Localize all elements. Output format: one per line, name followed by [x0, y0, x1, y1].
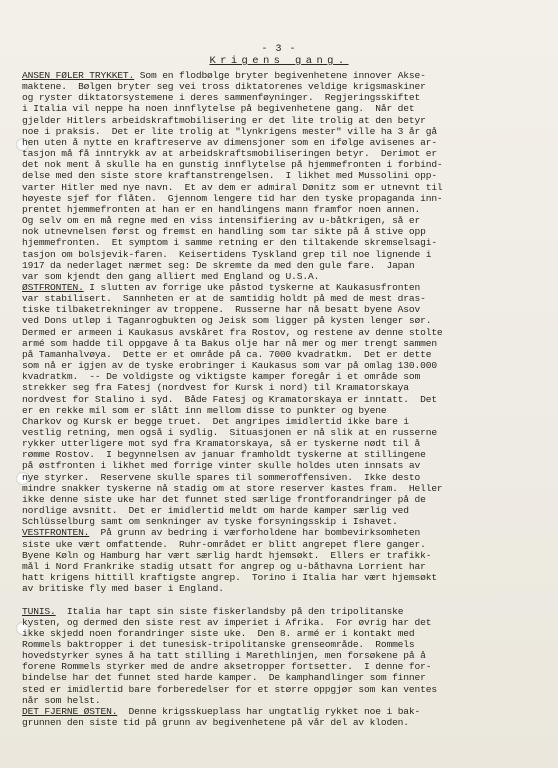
text-line [22, 572, 540, 583]
line-text: armé som hadde til oppgave å ta Bakus olje har nå mer og mer trengt sammen [22, 337, 437, 349]
line-text: varter Hitler med nye navn. Et av dem er admiral Dønitz som er utnevnt til [22, 181, 443, 193]
text-line [22, 650, 540, 661]
line-text: maktene. Bølgen bryter seg vei tross diktatorenes veldige krigsmaskiner [22, 81, 426, 93]
section-heading: ANSEN FØLER TRYKKET. [22, 70, 135, 81]
text-line [22, 483, 540, 494]
section-first-line [22, 606, 540, 617]
text-line [22, 460, 540, 471]
page-number: - 3 - [261, 44, 297, 55]
section-first-line [22, 706, 540, 717]
text-line [22, 137, 540, 148]
line-text: i Italia vil neppe ha noen innflytelse på begivenhetene gang. Når det [22, 103, 415, 115]
line-text: delse med den siste store kraftanstrengelsen. I likhet med Mussolini opp- [22, 170, 437, 182]
section-heading: VESTFRONTEN. [22, 527, 90, 539]
text-line [22, 293, 540, 304]
line-text: Byene Køln og Hamburg har vært særlig hardt hjemsøkt. Ellers er trafikk- [22, 549, 432, 561]
text-line [22, 684, 540, 695]
line-text: siste uke vært omfattende. Ruhr-området er blitt angrepet flere ganger. [22, 538, 426, 550]
text-line [22, 427, 540, 438]
line-text: nok utnevnelsen først og fremst en handling som tar sikte på å stive opp [22, 226, 426, 238]
text-line [22, 449, 540, 460]
text-line [22, 271, 540, 282]
text-line [22, 237, 540, 248]
line-text: hjemmefronten. Et symptom i samme retning er den tiltakende skremselsagi- [22, 237, 437, 249]
text-line [22, 159, 540, 170]
text-line [22, 182, 540, 193]
text-line [22, 550, 540, 561]
line-text: I slutten av forrige uke påstod tyskerne at Kaukasusfronten [83, 281, 421, 293]
line-text: tasjon må få inntrykk av at arbeidskraftsmobiliseringen betyr. Derimot er [22, 148, 437, 160]
text-line [22, 661, 540, 672]
text-line [22, 583, 540, 594]
line-text: Italia har tapt sin siste fiskerlandsby på den tripolitanske [55, 605, 404, 617]
text-line [22, 148, 540, 159]
text-line [22, 717, 540, 728]
text-line [22, 472, 540, 483]
section-first-line [22, 527, 540, 538]
text-line [22, 92, 540, 103]
line-text: kysten, og dermed den siste rest av imperiet i Afrika. For øvrig har det [22, 616, 432, 628]
text-line [22, 115, 540, 126]
line-text: som nå er igjen av de tyske erobringer i Kaukasus som var på omlag 130.000 [22, 360, 437, 372]
text-line [22, 304, 540, 315]
section-heading: TUNIS. [22, 605, 56, 617]
text-line [22, 126, 540, 137]
line-text: var stabilisert. Sannheten er at de samtidig holdt på med de mest dras- [22, 293, 426, 305]
line-text: hatt krigens hittill kraftigste angrep. Torino i Italia har vært hjemsøkt [22, 572, 437, 584]
text-line [22, 539, 540, 550]
line-text: forene Rommels styrker med de andre aksetropper fortsetter. I denne for- [22, 661, 432, 673]
section-first-line [22, 70, 540, 81]
text-line [22, 226, 540, 237]
text-line [22, 327, 540, 338]
line-text: på østfronten i likhet med forrige vinter skulle holdes uten innsats av [22, 460, 421, 472]
line-text: På grunn av bedring i værforholdene har bombevirksomheten [89, 527, 421, 539]
line-text: rømme Rostov. I begynnelsen av januar framholdt tyskerne at stillingene [22, 449, 426, 461]
text-line [22, 204, 540, 215]
text-line [22, 193, 540, 204]
line-text: strekker seg fra Fatesj (nordvest for Kursk i nord) til Kramatorskaya [22, 382, 409, 394]
line-text: på Tamanhalvøya. Dette er et område på ca. 7000 kvadratkm. Det er dette [22, 348, 432, 360]
line-text: var som kjendt den gang alliert med England og U.S.A. [22, 270, 320, 282]
line-text: sted er imidlertid bare forberedelser for et større oppgjør som kan ventes [22, 683, 437, 695]
page-title: Krigens gang. [209, 55, 349, 67]
text-line [22, 628, 540, 639]
text-line [22, 516, 540, 527]
text-line [22, 594, 540, 605]
text-line [22, 405, 540, 416]
line-text: ikke denne siste uke har det funnet sted særlige frontforandringer på de [22, 493, 426, 505]
section-heading: DET FJERNE ØSTEN. [22, 705, 118, 717]
line-text: Og selv om en må regne med en viss intensifiering av u-båtkrigen, så er [22, 215, 421, 227]
text-line [22, 260, 540, 271]
line-text: ved Dons utløp i Taganrogbukten og Jeisk som ligger på kysten lenger sør. [22, 315, 432, 327]
line-text: noe i praksis. Det er lite trolig at "lynkrigens mester" ville ha 3 år gå [22, 125, 437, 137]
line-text: tasjon om bolsjevik-faren. Keisertidens Tyskland grep til noe lignende i [22, 248, 432, 260]
text-line [22, 81, 540, 92]
text-line [22, 394, 540, 405]
line-text: grunnen den siste tid på grunn av begivenhetene på vår del av kloden. [22, 717, 409, 729]
text-line [22, 561, 540, 572]
line-text: hovedstyrker synes å ha tatt stilling i Marethlinjen, men forsøkene på å [22, 650, 426, 662]
line-text: Charkov og Kursk er begge truet. Det angripes imidlertid ikke bare i [22, 415, 409, 427]
text-line [22, 360, 540, 371]
text-line [22, 382, 540, 393]
text-line [22, 315, 540, 326]
line-text: rykker utterligere mot syd fra Kramatorskaya, så er tyskerne nødt til å [22, 438, 421, 450]
text-line [22, 617, 540, 628]
text-line [22, 438, 540, 449]
section-heading: ØSTFRONTEN. [22, 281, 84, 293]
line-text: det nok ment å skulle ha en gunstig innflytelse på hjemmefronten i forbind- [22, 159, 443, 171]
text-line [22, 103, 540, 114]
text-line [22, 672, 540, 683]
text-line [22, 505, 540, 516]
line-text: Dermed er armeen i Kaukasus avskåret fra Rostov, og restene av denne stolte [22, 326, 443, 338]
text-line [22, 416, 540, 427]
line-text: gjelder Hitlers arbeidskraftmobilisering er det lite trolig at den betyr [22, 114, 426, 126]
line-text: Denne krigsskueplass har ungtatlig rykket noe i bak- [117, 705, 421, 717]
line-text: mindre snakker tyskerne nå stadig om at store reserver kastes fram. Heller [22, 482, 443, 494]
line-text: Som en flodbølge bryter begivenhetene innover Akse- [134, 70, 426, 81]
line-text: nye styrker. Reservene skulle spares til sommeroffensiven. Ikke desto [22, 471, 421, 483]
line-text: Rommels baktropper i det tunesisk-tripolitanske grenseområde. Rommels [22, 638, 415, 650]
line-text: prentet hjemmefronten at han er en handlingens mann framfor noen annen. [22, 203, 421, 215]
line-text: vestlig retning, men også i sydlig. Situasjonen er nå slik at en russerne [22, 427, 437, 438]
line-text: er en rekke mil som er slått inn mellom disse to punkter og byene [22, 404, 387, 416]
line-text: og ryster diktatorsystemene i deres sammenføyninger. Regjeringsskiftet [22, 92, 421, 104]
text-line [22, 338, 540, 349]
line-text: tiske tilbaketrekninger av troppene. Russerne har nå besatt byene Asov [22, 304, 421, 316]
line-text: Schlüsselburg samt om senkninger av tyske forsyningsskip i Ishavet. [22, 516, 398, 528]
article-body [22, 70, 540, 728]
text-line [22, 249, 540, 260]
text-line [22, 215, 540, 226]
text-line [22, 639, 540, 650]
line-text: høyeste sjef for flåten. Gjennom lengere tid har den tyske propaganda inn- [22, 192, 443, 204]
line-text: når som helst. [22, 694, 101, 706]
text-line [22, 349, 540, 360]
line-text: mål i Nord Frankrike stadig utsatt for angrep og u-båthavna Lorrient har [22, 560, 426, 572]
line-text: bindelse har det funnet sted harde kamper. De kamphandlinger som finner [22, 672, 426, 684]
text-line [22, 170, 540, 181]
line-text: nordlige avsnitt. Det er imidlertid meldt om harde kamper særlig ved [22, 505, 409, 517]
section-first-line [22, 282, 540, 293]
line-text: ikke skjedd noen forandringer siste uke. Den 8. armé er i kontakt med [22, 627, 415, 639]
line-text: av britiske fly med baser i England. [22, 583, 224, 595]
line-text: kvadratkm. -- De voldigste og viktigste kamper foregår i et område som [22, 371, 421, 383]
text-line [22, 695, 540, 706]
text-line [22, 371, 540, 382]
line-text: nordvest for Stalino i syd. Både Fatesj og Kramatorskaya er inntatt. Det [22, 393, 437, 405]
text-line [22, 494, 540, 505]
line-text: hen uten å nytte en kraftreserve av dimensjoner som en ifølge avisenes ar- [22, 136, 437, 148]
line-text: 1917 da nederlaget nærmet seg: De skremte da med den gule fare. Japan [22, 259, 415, 271]
